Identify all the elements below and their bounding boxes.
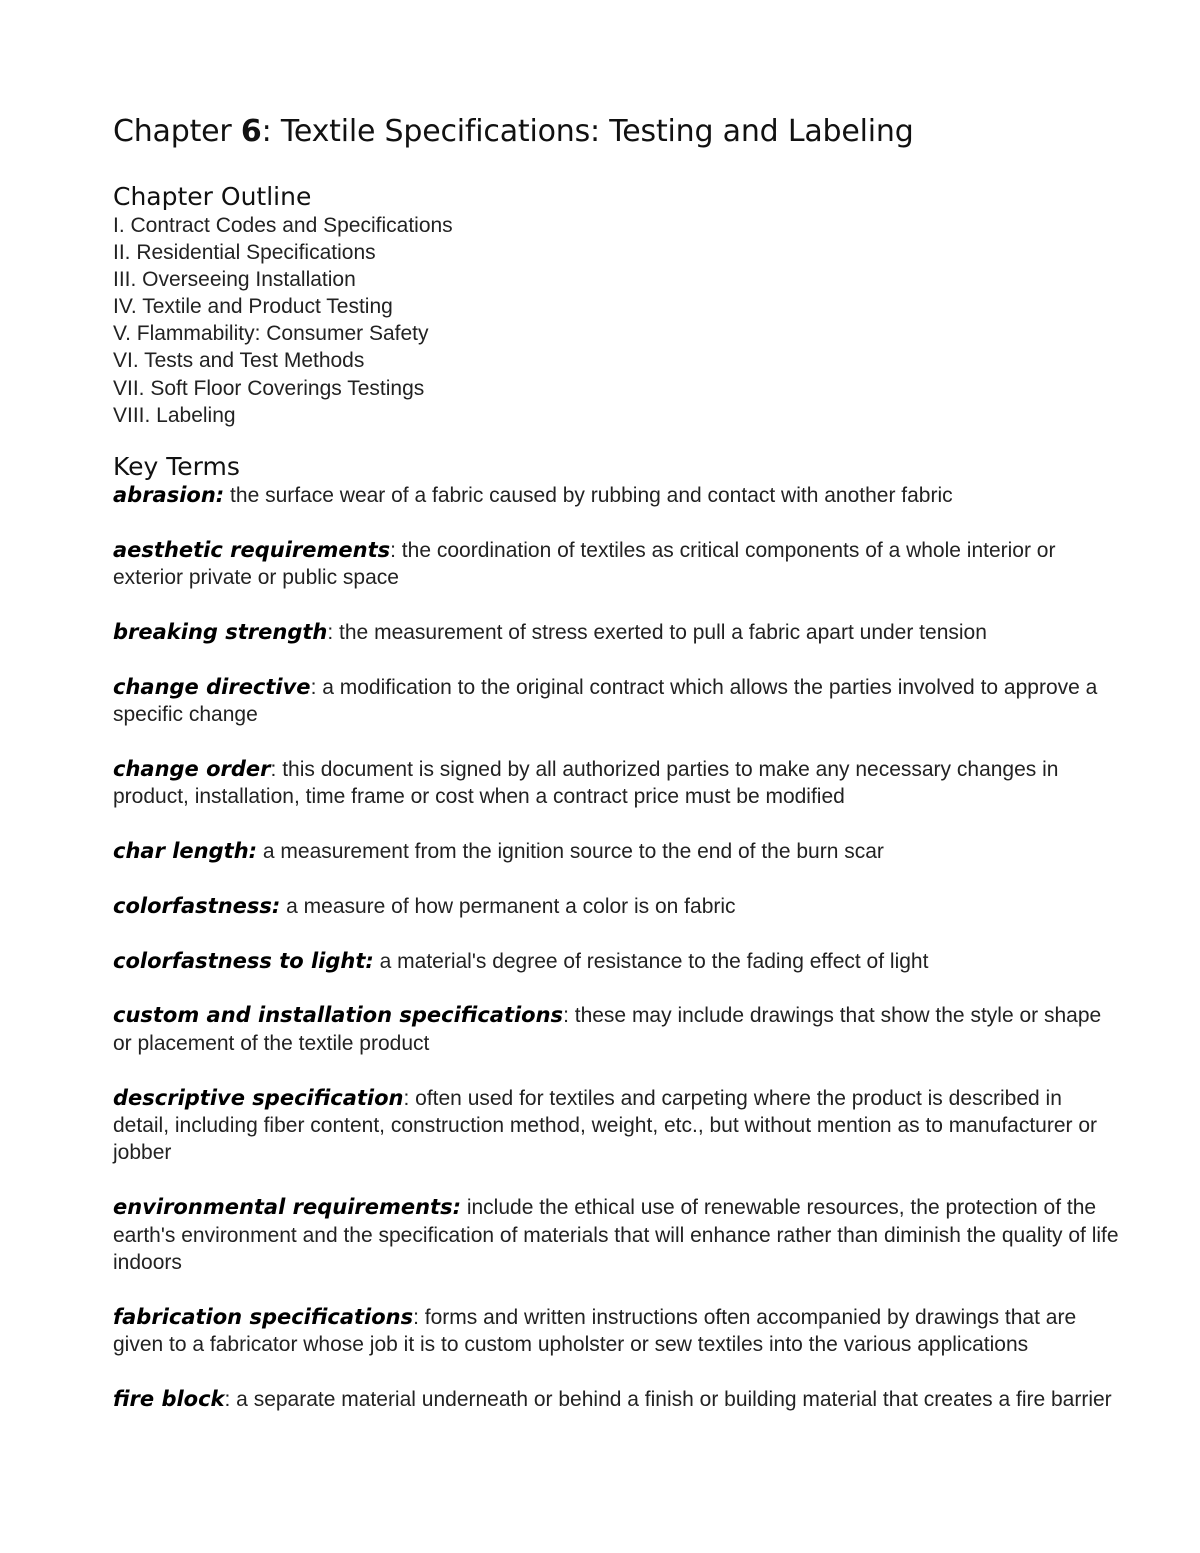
key-term-word: environmental requirements: [113,1195,461,1220]
key-term-definition: : this document is signed by all authorized parties to make any necessary changes in product, installation, time frame or cost when a contract price must be modified [113,757,1059,809]
key-term-word: abrasion: [113,482,225,507]
key-term-word: colorfastness to light: [113,948,374,973]
outline-item: V. Flammability: Consumer Safety [113,322,429,346]
key-term-word: breaking strength [113,619,328,644]
chapter-title-prefix: Chapter [113,114,241,149]
key-term-entry [113,838,1123,865]
key-term-word: change directive [113,674,311,699]
key-term-entry [113,948,1123,975]
key-term-entry [113,1002,1123,1057]
key-term-word: char length: [113,838,258,863]
key-term-definition: : a modification to the original contract which allows the parties involved to approve a specific change [113,675,1098,726]
key-term-entry [113,1085,1123,1167]
key-term-entry [113,619,1123,646]
outline-item: IV. Textile and Product Testing [113,295,393,319]
key-term-entry [113,893,1123,920]
chapter-outline-heading: Chapter Outline [113,182,312,211]
key-term-definition: : the coordination of textiles as critical components of a whole interior or exterior private or public space [113,538,1056,589]
chapter-title [113,112,1123,152]
chapter-outline-list [113,212,1123,429]
key-term-definition: include the ethical use of renewable resources, the protection of the earth's environment and the specification of materials that will enhance rather than diminish the quality of life indoors [113,1196,1119,1274]
key-term-word: fabrication specifications [113,1304,414,1329]
outline-item: III. Overseeing Installation [113,268,356,292]
key-term-word: colorfastness: [113,893,281,918]
key-term-definition: a measure of how permanent a color is on fabric [280,894,736,918]
key-term-entry [113,1194,1123,1276]
outline-item: II. Residential Specifications [113,241,376,265]
key-term-definition: a measurement from the ignition source to the end of the burn scar [257,839,884,863]
key-term-definition: a material's degree of resistance to the fading effect of light [373,949,929,973]
key-terms-list [113,482,1123,1414]
key-term-entry [113,482,1123,509]
key-term-word: descriptive specification [113,1085,404,1110]
key-term-entry [113,537,1123,592]
key-term-word: change order [113,756,271,781]
key-term-definition: : often used for textiles and carpeting where the product is described in detail, including fiber content, construction method, weight, etc., but without mention as to manufacturer or jobber [113,1086,1098,1165]
chapter-number: 6 [240,114,262,149]
key-term-entry [113,1386,1123,1413]
key-term-entry [113,1304,1123,1359]
key-term-word: custom and installation specifications [113,1003,564,1028]
chapter-title-suffix: : Textile Specifications: Testing and Labeling [261,114,914,149]
key-term-definition: : forms and written instructions often accompanied by drawings that are given to a fabricator whose job it is to custom upholster or sew textiles into the various applications [113,1305,1077,1357]
key-term-word: fire block [113,1386,225,1411]
key-term-definition: the surface wear of a fabric caused by rubbing and contact with another fabric [224,483,953,507]
key-term-entry [113,756,1123,811]
key-term-definition: : the measurement of stress exerted to pull a fabric apart under tension [327,620,987,644]
key-terms-heading: Key Terms [113,451,240,481]
outline-item: I. Contract Codes and Specifications [113,214,453,237]
outline-item: VI. Tests and Test Methods [113,349,365,373]
key-term-definition: : these may include drawings that show the style or shape or placement of the textile product [113,1004,1102,1055]
key-term-definition: : a separate material underneath or behind a finish or building material that creates a fire barrier [224,1387,1112,1411]
key-term-word: aesthetic requirements [113,537,391,562]
outline-item: VII. Soft Floor Coverings Testings [113,376,425,400]
document-page [113,112,1123,1441]
outline-item: VIII. Labeling [113,403,236,427]
key-term-entry [113,674,1123,729]
